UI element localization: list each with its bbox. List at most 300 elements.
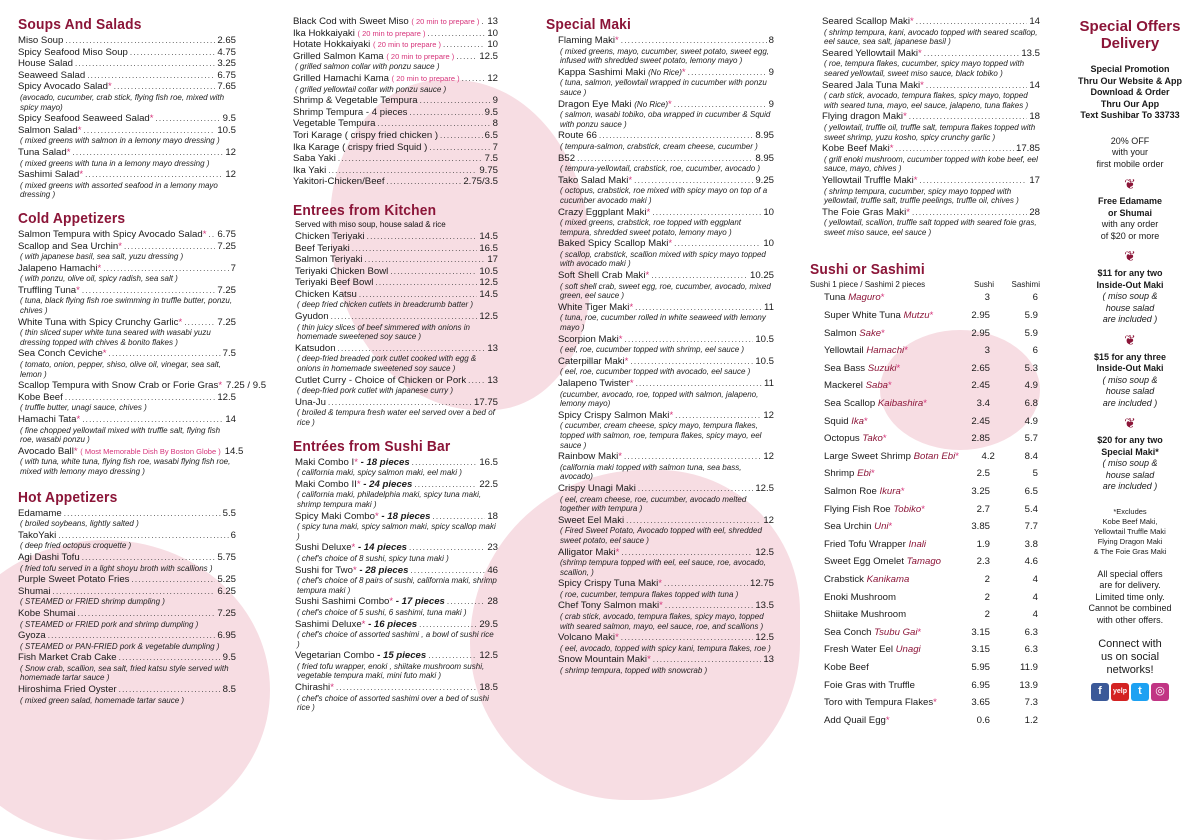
sushi-name: Sweet Egg Omelet xyxy=(824,556,904,568)
item-description: ( mixed greens with assorted seafood in a lemony mayo dressing ) xyxy=(20,180,218,200)
sushi-japanese-name: Mutzu xyxy=(903,310,930,322)
column-2 xyxy=(293,16,498,714)
item-name: Salmon Tempura with Spicy Avocado Salad xyxy=(18,228,203,240)
item-name: Black Cod with Sweet Miso xyxy=(293,16,409,27)
sushi-name: Add Quail Egg xyxy=(824,714,886,726)
sushi-row xyxy=(824,606,1038,624)
section-subtitle: Served with miso soup, house salad & rice xyxy=(295,219,446,229)
sushi-name: Shrimp xyxy=(824,468,855,480)
item-price: 6.25 xyxy=(217,585,236,597)
menu-item xyxy=(18,508,236,529)
menu-item xyxy=(18,169,236,200)
item-name: Hamachi Tata xyxy=(18,414,77,425)
leader-dots xyxy=(420,95,491,107)
sushi-price: 3 xyxy=(984,345,990,357)
leader-dots xyxy=(65,392,216,404)
item-name: Kappa Sashimi Maki xyxy=(558,66,646,78)
sushi-name: Tuna xyxy=(824,292,846,304)
item-pieces: - 28 pieces xyxy=(359,564,409,576)
item-pieces: - 16 pieces xyxy=(368,618,418,630)
menu-item xyxy=(18,380,267,392)
leader-dots xyxy=(124,241,215,253)
menu-item xyxy=(18,414,236,445)
menu-item xyxy=(293,176,498,188)
item-name: Miso Soup xyxy=(18,35,64,46)
sushi-row xyxy=(824,501,1038,519)
menu-item xyxy=(18,574,236,586)
item-price: 14.5 xyxy=(479,230,498,242)
item-name: Jalapeno Hamachi xyxy=(18,262,98,274)
item-name: Scallop and Sea Urchin xyxy=(18,240,119,252)
item-price: 7.25 xyxy=(217,240,236,252)
sushi-japanese-name: Kaibashira xyxy=(877,398,924,410)
item-price: 14.5 xyxy=(479,288,498,300)
item-description: ( tuna, black flying fish roe swimming in truffle butter, ponzu, chives ) xyxy=(20,296,233,316)
item-price: 7.25 / 9.5 xyxy=(226,380,267,392)
item-description: ( STEAMED or FRIED pork and shrimp dumpling ) xyxy=(20,619,199,629)
menu-item xyxy=(295,231,498,243)
item-description: ( mixed greens, crabstick, roe topped with eggplant tempura, shredded sweet potato, lemony mayo ) xyxy=(560,218,741,237)
sushi-price: 2.65 xyxy=(971,362,990,374)
item-price: 13.5 xyxy=(1021,47,1040,59)
sashimi-price: 3.8 xyxy=(1024,538,1038,550)
sushi-japanese-name: Saba xyxy=(865,380,888,392)
sushi-name: Super White Tuna xyxy=(824,310,901,322)
sashimi-price: 7.7 xyxy=(1024,521,1038,533)
item-name: Seared Scallop Maki xyxy=(822,16,910,27)
menu-item xyxy=(18,652,236,683)
leader-dots xyxy=(429,142,490,154)
leader-dots xyxy=(635,302,762,314)
offer-line: $15 for any three xyxy=(1093,351,1167,362)
sashimi-price: 8.4 xyxy=(1024,450,1038,462)
yelp-icon[interactable]: yelp xyxy=(1111,683,1129,701)
offers-title: Special Offers Delivery xyxy=(1079,18,1181,52)
leader-dots xyxy=(130,47,215,59)
item-pieces: - 17 pieces xyxy=(395,596,445,608)
instagram-icon[interactable]: ◎ xyxy=(1151,683,1169,701)
offer-line: Special Maki* xyxy=(1101,446,1159,457)
leader-dots xyxy=(87,70,215,82)
leader-dots xyxy=(577,153,753,165)
item-star: * xyxy=(645,270,650,282)
menu-item xyxy=(293,28,498,40)
item-star: * xyxy=(389,596,394,608)
menu-item xyxy=(18,58,236,70)
sushi-japanese-name: Unagi xyxy=(895,644,921,656)
menu-item xyxy=(293,130,498,142)
item-description: ( truffle butter, unagi sauce, chives ) xyxy=(20,403,147,413)
offer-line: house salad xyxy=(1105,386,1155,396)
menu-item xyxy=(18,586,236,607)
offer-line: with your xyxy=(1111,147,1148,157)
item-name: Maki Combo II xyxy=(295,478,357,490)
item-star: * xyxy=(629,378,634,389)
item-star: * xyxy=(354,456,358,468)
leader-dots xyxy=(624,451,761,463)
menu-item xyxy=(558,632,774,653)
sushi-row xyxy=(824,518,1038,536)
item-description: ( mixed greens, mayo, cucumber, sweet potato, sweet egg, infused with shredded sweet potato, lemony mayo ) xyxy=(560,46,769,66)
item-price: 9.5 xyxy=(484,106,498,118)
sushi-name: Sea Bass xyxy=(824,362,866,374)
menu-item xyxy=(295,619,498,650)
sushi-name: Yellowtail xyxy=(824,345,864,357)
sushi-japanese-name: Uni xyxy=(874,521,889,533)
menu-item xyxy=(558,378,774,409)
item-price: 10 xyxy=(487,39,498,51)
leader-dots xyxy=(82,552,216,564)
menu-item xyxy=(18,241,236,262)
menu-item xyxy=(558,302,774,333)
sushi-name: Octopus xyxy=(824,433,860,445)
sushi-price: 2.45 xyxy=(971,380,990,392)
leader-dots xyxy=(331,311,478,323)
item-pieces: - 14 pieces xyxy=(357,542,408,554)
item-star: * xyxy=(618,333,623,345)
leader-dots xyxy=(82,414,223,426)
leader-dots xyxy=(155,113,220,125)
sashimi-price: 6.5 xyxy=(1024,486,1038,497)
item-star: * xyxy=(76,284,80,296)
item-description: ( broiled soybeans, lightly salted ) xyxy=(20,519,139,529)
item-price: 12.5 xyxy=(479,50,498,62)
leader-dots xyxy=(919,175,1027,187)
leader-dots xyxy=(131,574,215,586)
item-description: ( fried tofu wrapper, enoki , shiitake mushroom sushi, vegetable tempura maki, mini futo maki ) xyxy=(297,661,485,681)
item-name: Rainbow Maki xyxy=(558,451,619,463)
item-name: Katsudon xyxy=(295,342,336,354)
sushi-price: 1.9 xyxy=(976,538,990,550)
item-price: 9 xyxy=(492,95,498,107)
leader-dots xyxy=(328,165,477,177)
sashimi-price: 6 xyxy=(1032,345,1038,357)
item-star: * xyxy=(76,414,81,425)
item-description: ( fine chopped yellowtail mixed with truffle salt, flying fish roe, wasabi ponzu ) xyxy=(20,425,221,445)
item-name: Alligator Maki xyxy=(558,546,616,558)
item-price: 8.95 xyxy=(755,152,774,164)
menu-item xyxy=(558,547,774,578)
leader-dots xyxy=(82,285,215,297)
leader-dots xyxy=(409,107,482,119)
item-price: 7.25 xyxy=(217,607,236,619)
item-description: ( fried tofu served in a light shoyu broth with scallions ) xyxy=(20,563,213,573)
sushi-price: 5.95 xyxy=(971,661,990,673)
connect-line: Connect with xyxy=(1098,638,1162,650)
item-tag: ( 20 min to prepare ) xyxy=(391,73,460,83)
leader-dots xyxy=(630,356,753,368)
sushi-name: Crabstick xyxy=(824,573,864,585)
item-name: Teriyaki Chicken Bowl xyxy=(295,265,389,277)
leader-dots xyxy=(688,67,767,79)
item-name: Kobe Beef xyxy=(18,391,63,403)
sushi-row xyxy=(824,571,1038,589)
item-name: Spicy Seafood Seaweed Salad xyxy=(18,113,150,125)
section-title: Special Maki xyxy=(546,16,632,33)
menu-item xyxy=(293,142,498,154)
item-name: TakoYaki xyxy=(18,529,57,541)
item-pieces: - 18 pieces xyxy=(381,510,431,522)
item-price: 7 xyxy=(230,262,236,274)
leader-dots xyxy=(338,153,483,165)
item-star: * xyxy=(888,521,893,533)
menu-item xyxy=(18,229,236,241)
item-pieces: - 15 pieces xyxy=(377,650,427,662)
menu-item xyxy=(295,650,498,681)
item-description: ( mixed greens with salmon in a lemony mayo dressing ) xyxy=(20,136,220,146)
item-price: 22.5 xyxy=(479,478,498,490)
item-name: Kobe Shumai xyxy=(18,607,76,619)
item-price: 17.75 xyxy=(473,396,498,408)
sushi-name: Shiitake Mushroom xyxy=(824,609,907,621)
sushi-table-header xyxy=(810,280,1040,289)
leader-dots xyxy=(387,176,462,188)
item-star: * xyxy=(888,380,892,392)
item-pieces: - 24 pieces xyxy=(363,478,413,490)
leader-dots xyxy=(916,16,1028,28)
item-description: ( scallop, crabstick, scallion mixed with spicy mayo topped with avocado maki ) xyxy=(560,249,766,269)
item-name: Salmon Teriyaki xyxy=(295,254,363,266)
item-description: ( eel, roe, cucumber topped with shrimp, eel sauce ) xyxy=(560,345,745,355)
item-name: Grilled Hamachi Kama xyxy=(293,72,389,84)
leader-dots xyxy=(653,654,762,666)
column-1 xyxy=(18,16,267,706)
sashimi-price: 6 xyxy=(1032,292,1038,304)
menu-item xyxy=(18,35,236,47)
menu-item xyxy=(295,289,498,310)
item-price: 9.5 xyxy=(222,652,236,664)
item-name: Baked Spicy Scallop Maki xyxy=(558,238,669,250)
leader-dots xyxy=(184,317,215,329)
item-star: * xyxy=(870,468,875,480)
item-star: * xyxy=(647,654,651,666)
item-star: * xyxy=(178,316,183,328)
sushi-name: Mackerel xyxy=(824,380,863,392)
sushi-price: 2.95 xyxy=(971,327,990,339)
sushi-row xyxy=(824,677,1038,695)
offer-line: house salad xyxy=(1105,469,1155,480)
offer-line: with other offers. xyxy=(1096,614,1164,625)
leader-dots xyxy=(621,547,753,559)
leader-dots xyxy=(53,586,216,598)
sushi-japanese-name: Tamago xyxy=(906,556,941,568)
item-name: Shumai xyxy=(18,585,51,597)
leaf-icon: ❦ xyxy=(1124,248,1136,264)
item-star: * xyxy=(955,450,959,462)
offer-line: Inside-Out Maki xyxy=(1096,279,1164,290)
item-name: Cutlet Curry - Choice of Chicken or Pork xyxy=(295,374,467,386)
item-name: The Foie Gras Maki xyxy=(822,206,907,218)
menu-item xyxy=(295,682,498,713)
item-price: 5.75 xyxy=(217,551,236,563)
sushi-price: 3.15 xyxy=(971,626,990,638)
item-star: * xyxy=(668,98,672,110)
item-description: ( with ponzu, olive oil, spicy radish, sea salt ) xyxy=(20,274,178,284)
menu-item xyxy=(18,70,236,82)
menu-item xyxy=(822,175,1040,206)
item-price: 13.5 xyxy=(755,600,774,612)
item-name: Fish Market Crab Cake xyxy=(18,652,117,664)
item-name: Seaweed Salad xyxy=(18,69,86,81)
item-star: * xyxy=(629,301,634,313)
item-name: Tuna Salad xyxy=(18,146,67,158)
leader-dots xyxy=(208,229,215,241)
sashimi-price: 1.2 xyxy=(1024,714,1038,726)
item-star: * xyxy=(906,206,910,218)
facebook-icon[interactable]: f xyxy=(1091,683,1109,701)
leader-dots xyxy=(462,73,486,85)
leader-dots xyxy=(410,565,485,577)
item-description: ( yellowtail, scallion, truffle salt topped with seared foie gras, sweet miso sauce, eel sauce ) xyxy=(824,218,1037,237)
leader-dots xyxy=(481,16,485,28)
item-description: ( carb stick, avocado, tempura flakes, spicy mayo, topped with seared tuna, mayo, eel sauce, jalapeno, tuna flakes ) xyxy=(824,91,1029,110)
item-star: * xyxy=(658,578,662,590)
item-price: 14 xyxy=(1029,79,1040,91)
item-description: ( deep-fried breaded pork cutlet cooked with egg & onions in homemade sweetened soy sauce ) xyxy=(297,354,477,374)
item-description: ( tuna, salmon, yellowtail wrapped in cucumber with ponzu sauce ) xyxy=(560,78,767,97)
item-price: 12.5 xyxy=(479,277,498,289)
item-price: 6.75 xyxy=(217,69,236,81)
menu-item xyxy=(18,630,236,651)
item-price: 12 xyxy=(225,169,236,181)
item-star: * xyxy=(374,510,379,522)
sushi-name: Kobe Beef xyxy=(824,661,869,673)
item-tag: ( Most Memorable Dish By Boston Globe ) xyxy=(80,446,221,456)
item-star: * xyxy=(624,355,629,367)
sushi-price: 3.4 xyxy=(976,398,990,410)
menu-item xyxy=(295,254,498,266)
hot-appetizers-continued-list xyxy=(293,16,498,188)
item-star: * xyxy=(149,113,154,125)
item-name: Ika Yaki xyxy=(293,164,327,176)
leader-dots xyxy=(109,348,221,360)
leaf-icon: ❦ xyxy=(1124,176,1136,192)
item-price: 10 xyxy=(763,238,774,250)
item-star: * xyxy=(361,618,366,630)
menu-item xyxy=(558,67,774,98)
sushi-japanese-name: Suzuki xyxy=(867,362,897,374)
item-description: (avocado, cucumber, crab stick, flying fish roe, mixed with spicy mayo) xyxy=(20,92,225,112)
menu-item xyxy=(293,95,498,107)
sushi-price: 2 xyxy=(984,609,990,621)
offer-line: Special Promotion xyxy=(1090,64,1170,74)
menu-item xyxy=(18,47,236,59)
item-star: * xyxy=(202,228,207,240)
item-name: Chicken Katsu xyxy=(295,288,357,300)
exclusion-line: *Excludes xyxy=(1113,506,1147,516)
item-price: 7.25 xyxy=(217,284,236,296)
leaf-icon: ❦ xyxy=(1124,415,1136,431)
item-price: 6.95 xyxy=(217,630,236,642)
menu-item xyxy=(18,263,236,284)
item-tag: ( 20 min to prepare ) xyxy=(411,17,480,26)
item-star: * xyxy=(910,16,914,27)
item-name: Flaming Maki xyxy=(558,35,616,46)
leader-dots xyxy=(72,147,223,159)
exclusion-line: Flying Dragon Maki xyxy=(1097,536,1163,546)
leader-dots xyxy=(119,684,221,696)
menu-item xyxy=(18,317,236,348)
leader-dots xyxy=(48,630,216,642)
menu-item xyxy=(822,48,1040,79)
menu-item xyxy=(558,270,774,301)
sushi-name: Sea Scallop xyxy=(824,398,876,410)
item-star: * xyxy=(917,626,922,638)
item-price: 8.95 xyxy=(755,130,774,142)
item-name: Tori Karage ( crispy fried chicken ) xyxy=(293,129,439,141)
sushi-row xyxy=(824,483,1038,501)
leader-dots xyxy=(912,207,1027,219)
item-description: ( octopus, crabstick, roe mixed with spicy mayo on top of a cucumber avocado maki ) xyxy=(560,186,768,205)
sushi-row xyxy=(824,342,1038,360)
item-name: Spicy Maki Combo xyxy=(295,510,375,522)
twitter-icon[interactable]: t xyxy=(1131,683,1149,701)
item-price: 2.65 xyxy=(217,35,236,46)
leader-dots xyxy=(621,35,767,47)
cold-appetizers-list xyxy=(18,228,267,477)
item-name: Hiroshima Fried Oyster xyxy=(18,684,117,696)
sashimi-price: 5.4 xyxy=(1024,503,1038,515)
sushi-name: Fried Tofu Wrapper xyxy=(824,538,906,550)
item-star: * xyxy=(882,433,887,445)
social-links xyxy=(1072,683,1188,701)
leader-dots xyxy=(626,515,761,527)
leader-dots xyxy=(427,28,485,40)
menu-item xyxy=(295,397,498,428)
item-description: ( eel, cream cheese, roe, cucumber, avocado melted together with tempura ) xyxy=(560,494,747,514)
item-name: Sea Conch Ceviche xyxy=(18,348,103,360)
item-description: ( crab stick, avocado, tempura flakes, spicy mayo, topped with seared salmon, mayo, eel sauce, roe, and scallions ) xyxy=(560,612,764,631)
exclusion-line: Yellowtail Truffle Maki xyxy=(1094,526,1166,536)
sushi-row xyxy=(824,536,1038,554)
menu-item xyxy=(18,147,236,168)
item-name: Ika Hokkaiyaki xyxy=(293,27,355,39)
item-name: Scorpion Maki xyxy=(558,333,619,345)
item-price: 17 xyxy=(1029,174,1040,186)
menu-item xyxy=(558,238,774,269)
menu-item xyxy=(293,16,498,28)
item-star: * xyxy=(659,600,663,612)
sushi-bar-entrees-list xyxy=(293,457,498,713)
item-description: ( broiled & tempura fresh water eel served over a bed of rice ) xyxy=(297,408,495,427)
leaf-icon: ❦ xyxy=(1124,331,1136,348)
offer-line: are included ) xyxy=(1102,481,1158,491)
sushi-price: 2.5 xyxy=(976,468,990,480)
item-price: 16.5 xyxy=(479,456,498,468)
leader-dots xyxy=(651,270,748,282)
item-description: ( chef's choice of 8 pairs of sushi, california maki, shrimp tempura maki ) xyxy=(297,576,497,595)
item-price: 10.5 xyxy=(479,265,498,277)
offer-line: Text Sushibar To 33733 xyxy=(1080,110,1180,120)
offer-line: or Shumai xyxy=(1107,207,1152,218)
item-price: 10 xyxy=(763,206,774,218)
item-star: * xyxy=(903,111,907,123)
sashimi-price: 6.3 xyxy=(1024,626,1038,638)
item-name: Hotate Hokkaiyaki xyxy=(293,39,371,51)
offer-line: Thru Our App xyxy=(1100,98,1160,109)
item-name: Truffling Tuna xyxy=(18,284,77,296)
item-price: 7.65 xyxy=(217,81,236,93)
sashimi-price: 4 xyxy=(1032,573,1038,585)
sashimi-price: 11.9 xyxy=(1020,661,1038,673)
sushi-japanese-name: Botan Ebi xyxy=(913,450,956,462)
item-price: 12 xyxy=(225,146,236,158)
sushi-column-header: Sushi xyxy=(973,280,994,290)
item-description: ( shrimp tempura, cucumber, spicy mayo topped with yellowtail, truffle salt, truffle peelings, truffle oil, chives ) xyxy=(824,186,1019,206)
item-name: B52 xyxy=(558,152,576,164)
leader-dots xyxy=(909,111,1028,123)
leader-dots xyxy=(895,143,1014,155)
